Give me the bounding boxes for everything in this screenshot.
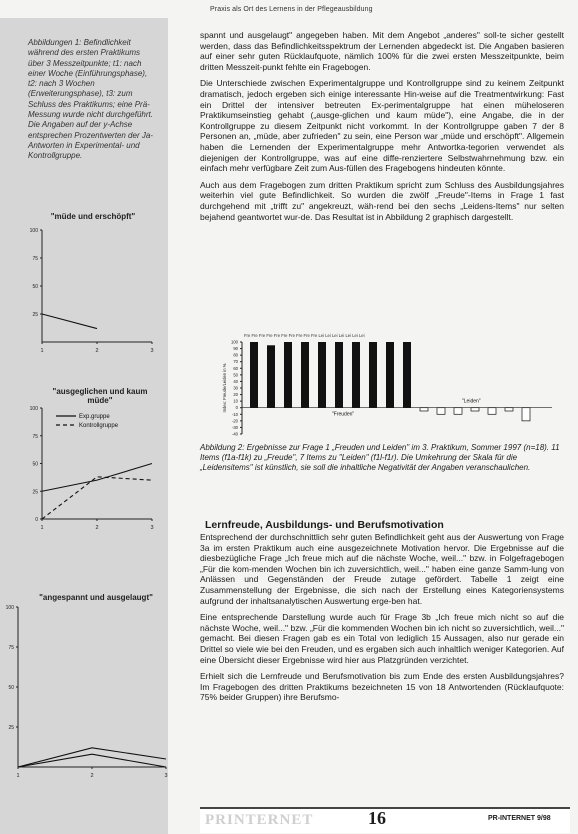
section-paragraph: Entsprechend der durchschnittlich sehr guten Befindlichkeit geht aus der Auswertung von Frage 3a im ersten Praktikum auch eine ausgezeichnete Motivation hervor. Die Ergebnisse auf die diesbezügliche Frage „Ich freue mich auf die nächste Woche, weil..." bzw. in Folgefragebogen „Für die kom-menden Wochen bin ich zuversichtlich, weil..." haben eine ganze Samm-lung von Anlässen und Gegenständen der Freude zutage gefördert. Tabelle 1 zeigt eine Zusammenstellung der Ergebnisse, die sich nach der Erstellung eines Kategoriensystems aufgrund der inhaltsanalytischen Auswertung erge-ben hat. [200, 532, 564, 606]
bar [386, 342, 394, 408]
issue-label: PR-INTERNET 9/98 [488, 815, 551, 822]
chart-muede-erschoepft [22, 224, 168, 358]
bar-header-label: Fre Fre Fre Fre Fre Fre Fre Fre Fre Fre Lei Lei Lei Lei Lei Lei Lei [244, 333, 365, 338]
y-tick-label: 50 [8, 685, 14, 691]
section-paragraph: Eine entsprechende Darstellung wurde auch für Frage 3b „Ich freue mich nicht so auf die nächste Woche, weil..." bzw. „Für die kommenden Wochen bin ich nicht so zuversichtlich, weil..." gemacht. Bei diesen Fragen gab es ein Total von lediglich 15 Aussagen, also nur gerade ein Drittel so viele wie bei den Freuden, und es ergaben sich auch inhaltlich weniger Kategorien. Auf eine Übersicht dieser Ergebnisse wird hier aus Platzgründen verzichtet. [200, 612, 564, 665]
chart-angespannt [5, 603, 168, 779]
bar-chart-freuden-leiden [220, 330, 570, 438]
y-tick-label: 70 [233, 359, 238, 365]
bar [284, 342, 292, 408]
y-tick-label: 100 [29, 228, 38, 234]
y-tick-label: 100 [29, 406, 38, 412]
bar [471, 408, 479, 411]
footer-brand: PRINTERNET [205, 812, 314, 828]
series-line [18, 748, 166, 767]
x-tick-label: 3 [150, 525, 154, 531]
y-tick-label: 90 [233, 346, 238, 352]
y-tick-label: 0 [235, 405, 238, 411]
bar [352, 342, 360, 408]
y-tick-label: 80 [233, 352, 238, 358]
y-tick-label: 25 [32, 312, 38, 318]
bar [454, 408, 462, 415]
bar [250, 342, 258, 408]
y-tick-label: 20 [233, 392, 238, 398]
chart1-title: "müde und erschöpft" [50, 212, 136, 221]
y-tick-label: 50 [233, 372, 238, 378]
y-tick-label: -10 [231, 411, 238, 417]
bar [335, 342, 343, 408]
x-tick-label: 3 [164, 773, 168, 779]
y-tick-label: 75 [32, 433, 38, 440]
section-heading: Lernfreude, Ausbildungs- und Berufsmotivation [205, 519, 444, 531]
x-tick-label: 2 [90, 773, 94, 779]
x-tick-label: 3 [150, 348, 154, 354]
y-tick-label: 60 [233, 365, 238, 371]
series-line [42, 477, 152, 519]
body-paragraph: Die Unterschiede zwischen Experimentalgruppe und Kontrollgruppe sind zu keinem Zeitpunkt dramatisch, jedoch ergeben sich einige interessante Hin-weise auf die Treatmentwirkung: Fast ein Drittel der intensiver betreuten Ex-perimentalgruppe hat einen müheloseren Praktikumseinstieg gehabt („ausge-glichen und kaum müde"), eine Angabe, die in der Kontrollgruppe zu diesem Zeitpunkt nicht vorkommt. In der Kontrollgruppe gaben 7 der 8 Personen an, „müde, aber zufrieden" zu sein, eine Person war „müde und erschöpft". Allgemein haben die Lernenden der Experimentalgruppe mehr Antwortka-tegorien verwendet als diejenigen der Kontrollgruppe, was auf eine diffe-renziertere Selbstwahrnehmung bzw. ein einfach mehr verfügbare Zeit zum Aus-füllen des Fragebogens hindeuten könnte. [200, 78, 564, 174]
bar [420, 408, 428, 411]
annotation-freuden: "Freuden" [332, 411, 355, 418]
figure-caption: Abbildung 2: Ergebnisse zur Frage 1 „Freuden und Leiden" im 3. Praktikum, Sommer 1997 (n=18). 11 Items (f1a-f1k) zu „Freude", 7 Items zu "Leiden" (f1l-f1r). Die Umkehrung der Skala für die „Leidensitems" ist künstlich, sie soll die inhaltliche Negativität der Angaben veranschaulichen. [200, 443, 560, 472]
y-tick-label: -20 [231, 418, 238, 424]
bar [403, 342, 411, 408]
y-axis-label: Index: Freude/Leiden in % [222, 363, 227, 413]
legend-label: Exp.gruppe [79, 414, 110, 420]
x-tick-label: 1 [16, 773, 20, 779]
legend-label: Kontrollgruppe [79, 423, 119, 429]
bar [369, 342, 377, 408]
bar [267, 345, 275, 407]
y-tick-label: 100 [231, 339, 238, 345]
y-tick-label: 30 [233, 385, 238, 391]
x-tick-label: 2 [95, 348, 99, 354]
y-tick-label: 0 [35, 517, 38, 523]
x-tick-label: 2 [95, 525, 99, 531]
bar [301, 342, 309, 408]
y-tick-label: -30 [231, 424, 238, 430]
y-tick-label: 75 [8, 645, 14, 651]
chart2-title: "ausgeglichen und kaum müde" [52, 387, 148, 405]
chart-ausgeglichen [22, 404, 168, 536]
body-paragraph: spannt und ausgelaugt" angegeben haben. Mit dem Angebot „anderes" soll-te sicher gestellt werden, dass das Befindlichkeitsspektrum der Lernenden abgedeckt ist. Die Angaben basieren auf einer sehr guten Rücklaufquote, nämlich 100% für die zwei ersten Messzeitpunkte, beim dritten Messzeit-punkt fehlte ein Fragebogen. [200, 30, 564, 72]
bar [488, 408, 496, 415]
bar [522, 408, 530, 421]
y-tick-label: 40 [233, 378, 238, 384]
bar [437, 408, 445, 415]
y-tick-label: 50 [32, 284, 38, 290]
running-head: Praxis als Ort des Lernens in der Pflegeausbildung [210, 6, 373, 13]
body-paragraph: Auch aus dem Fragebogen zum dritten Praktikum spricht zum Schluss des Ausbildungsjahres weiterhin viel gute Befindlichkeit. So wurden die zwölf „Freude"-Items in Frage 1 fast durchgehend mit „trifft zu" angekreuzt, wäh-rend bei den sechs „Leidens-Items" nur selten bejahend geantwortet wur-de. Das Resultat ist in Abbildung 2 graphisch dargestellt. [200, 179, 564, 222]
x-tick-label: 1 [40, 348, 44, 354]
y-tick-label: 10 [233, 398, 238, 404]
body-text-bottom [200, 532, 564, 709]
sidebar-caption: Abbildungen 1: Befindlichkeit während des ersten Praktikums über 3 Messzeitpunkte; t1: nach einer Woche (Einführungsphase), t2: nach 3 Wochen (Erweiterungsphase), t3: zum Schluss des Praktikums; eine Prä-Messung wurde nicht durchgeführt. Die Angaben auf der y-Achse entsprechen Prozentwerten der Ja-Antworten in Experimental- und Kontrollgruppe. [28, 38, 153, 161]
y-tick-label: 75 [32, 256, 38, 262]
x-tick-label: 1 [40, 525, 44, 531]
y-tick-label: 50 [32, 461, 38, 468]
y-tick-label: -40 [231, 431, 238, 437]
bar [318, 342, 326, 408]
bar [505, 408, 513, 411]
series-line [42, 314, 97, 329]
y-tick-label: 100 [5, 605, 14, 611]
y-tick-label: 25 [8, 725, 14, 731]
section-paragraph: Erhielt sich die Lernfreude und Berufsmotivation bis zum Ende des ersten Ausbildungsjahres? Im Fragebogen des dritten Praktikums bezeichneten 15 von 18 Antwortenden (Rücklaufquote: 75% beider Gruppen) ihre Berufsmo- [200, 671, 564, 703]
y-tick-label: 25 [32, 489, 38, 496]
chart3-title: "angespannt und ausgelaugt" [39, 593, 153, 602]
annotation-leiden: "Leiden" [462, 398, 481, 405]
page-number: 16 [368, 808, 386, 828]
body-text-top [200, 30, 564, 228]
series-line [42, 464, 152, 492]
